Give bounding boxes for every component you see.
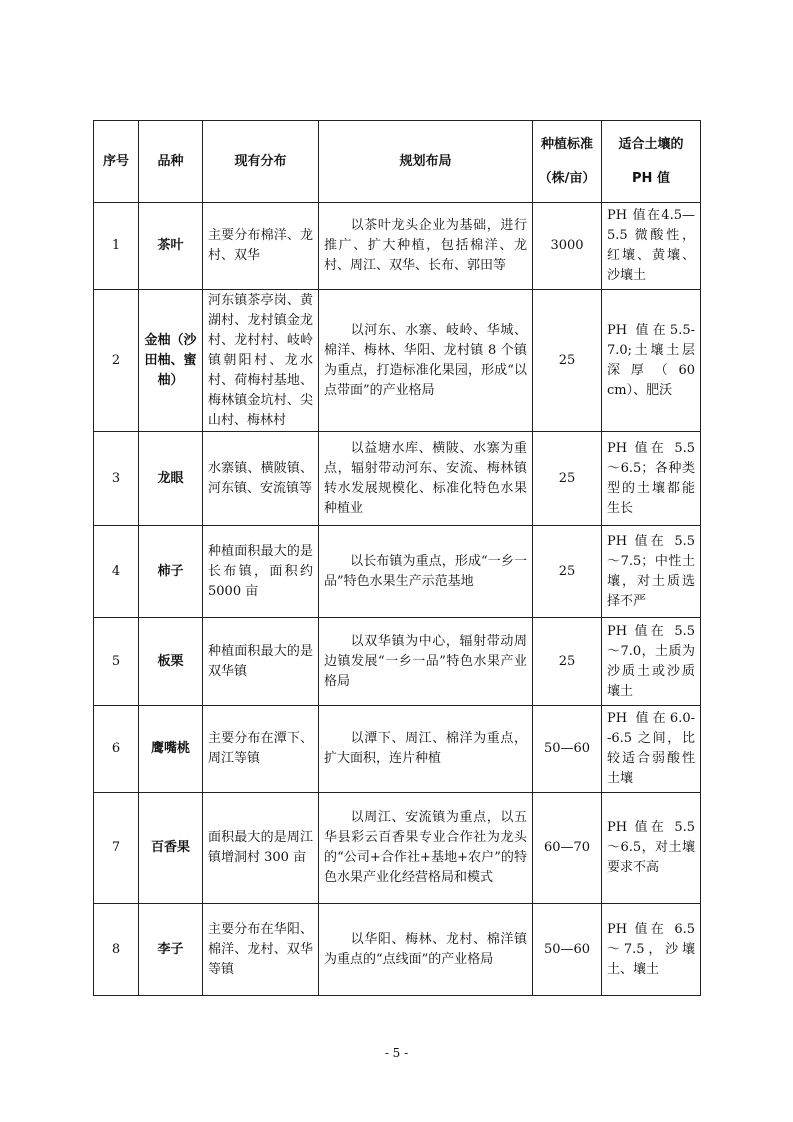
header-variety: 品种 (139, 121, 203, 203)
row-seq: 7 (94, 793, 139, 904)
row-plan (319, 706, 533, 793)
header-seq: 序号 (94, 121, 139, 203)
row-soil: PH 值在 5.5～6.5，对土壤要求不高 (602, 793, 701, 904)
row-plan (319, 203, 533, 290)
header-soil-line1: 适合土壤的 (618, 136, 684, 152)
table-row (94, 290, 701, 432)
table-row (94, 526, 701, 618)
row-distribution: 面积最大的是周江镇增洞村 300 亩 (203, 793, 319, 904)
header-distribution: 现有分布 (203, 121, 319, 203)
row-variety: 茶叶 (139, 203, 203, 290)
row-plan-text: 以益塘水库、横陂、水寨为重点，辐射带动河东、安流、梅林镇转水发展规模化、标准化特色水果种植业 (324, 440, 527, 516)
row-soil: PH 值在5.5-7.0;土壤土层深厚（60 cm）、肥沃 (602, 290, 701, 432)
row-variety: 金柚（沙田柚、蜜柚） (139, 290, 203, 432)
table-row (94, 793, 701, 904)
header-plan: 规划布局 (319, 121, 533, 203)
row-standard: 25 (533, 618, 602, 706)
row-plan (319, 904, 533, 996)
row-plan-text: 以茶叶龙头企业为基础，进行推广、扩大种植，包括棉洋、龙村、周江、双华、长布、郭田等 (324, 218, 527, 273)
row-seq: 3 (94, 432, 139, 526)
row-seq: 5 (94, 618, 139, 706)
table-row (94, 904, 701, 996)
table-row (94, 432, 701, 526)
row-soil: PH 值在 5.5～7.5；中性土壤，对土质选择不严 (602, 526, 701, 618)
row-plan-text: 以潭下、周江、棉洋为重点，扩大面积，连片种植 (324, 731, 527, 766)
row-seq: 2 (94, 290, 139, 432)
row-plan-text: 以周江、安流镇为重点，以五华县彩云百香果专业合作社为龙头的“公司+合作社+基地+农户”的特色水果产业化经营格局和模式 (324, 810, 527, 885)
row-soil: PH 值在 5.5～7.0，土质为沙质土或沙质壤土 (602, 618, 701, 706)
row-standard: 25 (533, 290, 602, 432)
row-soil: PH 值在 6.5～7.5，沙壤土、壤土 (602, 904, 701, 996)
row-seq: 6 (94, 706, 139, 793)
row-plan (319, 290, 533, 432)
header-soil (602, 121, 701, 203)
row-plan-text: 以长布镇为重点，形成“一乡一品”特色水果生产示范基地 (324, 553, 527, 589)
row-distribution: 河东镇茶亭岗、黄湖村、龙村镇金龙村、龙村村、岐岭镇朝阳村、龙水村、荷梅村基地、梅林镇金坑村、尖山村、梅林村 (203, 290, 319, 432)
row-variety: 龙眼 (139, 432, 203, 526)
table-row (94, 618, 701, 706)
table-row (94, 203, 701, 290)
row-seq: 4 (94, 526, 139, 618)
header-soil-line2: PH 值 (632, 170, 670, 186)
header-standard-line2: （株/亩） (538, 170, 596, 186)
row-distribution: 主要分布在华阳、棉洋、龙村、双华等镇 (203, 904, 319, 996)
row-plan-text: 以华阳、梅林、龙村、棉洋镇为重点的“点线面”的产业格局 (324, 931, 527, 967)
row-distribution: 主要分布在潭下、周江等镇 (203, 706, 319, 793)
row-plan (319, 526, 533, 618)
table-row (94, 706, 701, 793)
row-soil: PH 值在6.0--6.5 之间，比较适合弱酸性土壤 (602, 706, 701, 793)
row-standard: 50—60 (533, 904, 602, 996)
row-distribution: 水寨镇、横陂镇、河东镇、安流镇等 (203, 432, 319, 526)
row-standard: 3000 (533, 203, 602, 290)
row-seq: 8 (94, 904, 139, 996)
row-distribution: 主要分布棉洋、龙村、双华 (203, 203, 319, 290)
header-standard (533, 121, 602, 203)
row-standard: 50—60 (533, 706, 602, 793)
row-variety: 板栗 (139, 618, 203, 706)
row-plan-text: 以河东、水寨、岐岭、华城、棉洋、梅林、华阳、龙村镇 8 个镇为重点，打造标准化果园，形成“以点带面”的产业格局 (324, 322, 527, 398)
row-soil: PH 值在4.5—5.5 微酸性，红壤、黄壤、沙壤土 (602, 203, 701, 290)
row-standard: 25 (533, 432, 602, 526)
row-seq: 1 (94, 203, 139, 290)
row-variety: 鹰嘴桃 (139, 706, 203, 793)
header-standard-line1: 种植标准 (540, 136, 593, 152)
row-plan-text: 以双华镇为中心，辐射带动周边镇发展“一乡一品”特色水果产业格局 (324, 633, 527, 689)
row-soil: PH 值在 5.5～6.5；各种类型的土壤都能生长 (602, 432, 701, 526)
row-variety: 李子 (139, 904, 203, 996)
fruit-planting-table (93, 120, 701, 996)
row-distribution: 种植面积最大的是长布镇，面积约 5000 亩 (203, 526, 319, 618)
row-plan (319, 618, 533, 706)
row-standard: 60—70 (533, 793, 602, 904)
row-variety: 百香果 (139, 793, 203, 904)
row-plan (319, 432, 533, 526)
row-standard: 25 (533, 526, 602, 618)
page-number: - 5 - (384, 1046, 409, 1060)
row-plan (319, 793, 533, 904)
row-variety: 柿子 (139, 526, 203, 618)
row-distribution: 种植面积最大的是双华镇 (203, 618, 319, 706)
header-row (94, 121, 701, 203)
